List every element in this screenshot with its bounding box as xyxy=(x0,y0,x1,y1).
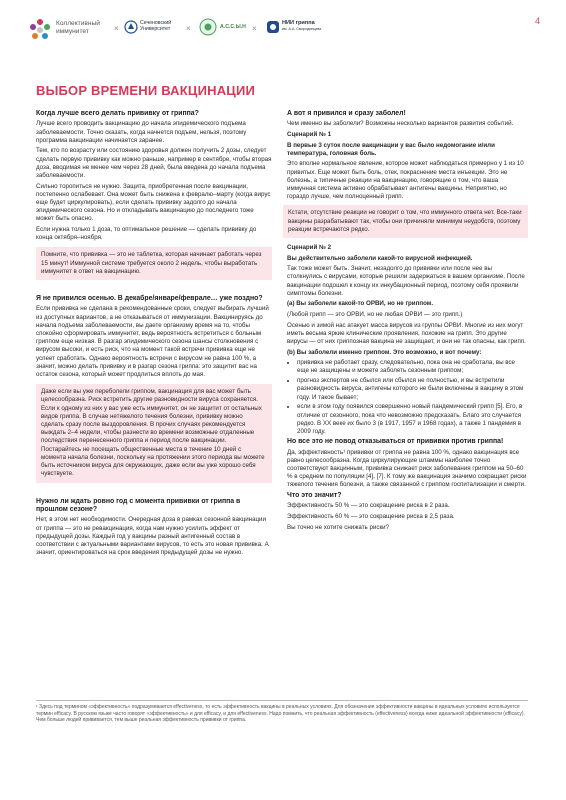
paragraph: Это вполне нормальное явление, которое может наблюдаться примерно у 1 из 10 привитых. Еще может быть боль, отек, покраснение места инъекции. Это не болезнь, а типичные реакции на вакцинацию, говорящие о том, что ваша иммунная система активно обрабатывает антигены вакцины. Неприятно, но гораздо лучше, чем полноценный грипп. xyxy=(287,160,524,201)
highlight-callout: Кстати, отсутствие реакции не говорит о том, что иммунного ответа нет. Все-таки вакцины разрабатывают так, чтобы они причиняли минимум неудобств, поэтому реакции встречаются редко. xyxy=(283,205,528,238)
section-heading: Но все это не повод отказываться от прививки против гриппа! xyxy=(287,438,504,446)
page-title: ВЫБОР ВРЕМЕНИ ВАКЦИНАЦИИ xyxy=(36,83,256,98)
subcase-heading: (b) Вы заболели именно гриппом. Это возможно, и вот почему: xyxy=(287,348,482,356)
section-heading: А вот я привился и сразу заболел! xyxy=(287,110,406,117)
paragraph: Тем, кто по возрасту или состоянию здоровья должен получить 2 дозы, следует сделать первую прививку как можно раньше, например в сентябре, чтобы вторая доза, вводимая не менее чем через 28 дней, была введена до начала подъема заболеваемости. xyxy=(36,147,272,180)
left-column xyxy=(36,110,272,560)
list-item: • прогноз экспертов не сбылся или сбылся не полностью, и вы встретили разновидность вируса, антигены которого не были включены в вакцину в этом году. И такое бывает; xyxy=(297,377,528,402)
paragraph: Эффективность 50 % — это сокращение риска в 2 раза. xyxy=(287,502,450,510)
paragraph: Так тоже может быть. Значит, незадолго до прививки или после нее вы столкнулись с вирусами, которые решили задержаться в вашем организме. После вакцинации подошел к концу их инкубационный период, поэтому себя проявили симптомы болезни. xyxy=(287,265,525,297)
section-heading: Нужно ли ждать ровно год с момента прививки от гриппа в прошлом сезоне? xyxy=(36,497,241,513)
collective-immunity-logo-icon xyxy=(28,18,52,42)
right-column xyxy=(287,110,528,534)
highlight-callout: Даже если вы уже переболели гриппом, вакцинация для вас может быть целесообразна. Риск встретить другие разновидности вируса сохраняется. Если к одному из них у вас уже есть иммунитет, он не защитит от остальных видов гриппа. В случае нетяжелого течения болезни, прививку можно сделать сразу после выздоровления. В прочих случаях рекомендуется выждать 2–4 недели, чтобы разнести во времени возможные отдаленные последствия перенесенного гриппа и период после вакцинации. Постарайтесь не посещать общественные места в течение 10 дней с момента начала болезни, поскольку на протяжении этого периода вы можете быть источником вируса для окружающих, даже если вы уже хорошо себя чувствуете. xyxy=(36,384,272,482)
paragraph: Эффективность 60 % — это сокращение риска в 2,5 раза. xyxy=(287,513,455,521)
list-item: • если в этом году появился совершенно новый пандемический грипп [5]. Его, в отличие от сезонного, пока что невозможно предсказать. Благо это случается редко. В XX веке их было 3 (в 1917, 1957 и 1968 годах), а также 1 пандемия в 2009 году. xyxy=(297,403,528,436)
partner-influenza-institute: НИИ гриппа им. А.А. Смородинцева xyxy=(282,20,322,31)
paragraph: Нет, в этом нет необходимости. Очередная доза в рамках сезонной вакцинации от гриппа — это не ревакцинация, когда нам нужно усилить эффект от предыдущей дозы. Каждый год у вакцины разный антигенный состав в соответствии с актуальными вариантами вирусов, то есть это новая прививка. А значит, ориентироваться на срок введения предыдущей дозы не нужно. xyxy=(36,516,269,557)
highlight-callout: Помните, что прививка — это не таблетка, которая начинает работать через 15 минут! Иммунной системе требуется около 2 недель, чтобы выработать иммунитет в ответ на вакцинацию. xyxy=(36,247,272,280)
paragraph: Лучше всего проводить вакцинацию до начала эпидемического подъема заболеваемости. Точно сказать, когда начнется подъем, нельзя, поэтому программа вакцинации начинается заранее. xyxy=(36,120,247,144)
influenza-institute-emblem-icon xyxy=(266,20,280,34)
separator: × xyxy=(252,24,257,33)
scenario-description: В первые 3 суток после вакцинации у вас было недомогание и/или температура, головная боль. xyxy=(287,141,495,157)
separator: × xyxy=(186,24,191,33)
section-heading: Что это значит? xyxy=(287,492,342,500)
page-header xyxy=(24,8,544,52)
sechenov-emblem-icon xyxy=(124,20,138,34)
assyn-emblem-icon xyxy=(198,17,218,37)
subcase-heading: (а) Вы заболели какой-то ОРВИ, но не гриппом. xyxy=(287,300,434,308)
reasons-list xyxy=(287,359,528,436)
paragraph: Осенью и зимой нас атакует масса вирусов из группы ОРВИ. Многие из них могут иметь весьма яркие клинические проявления, похожие на грипп. Это другие вирусы — от них гриппозная вакцина не защищает, и они не так опасны, как грипп. xyxy=(287,321,526,345)
partner-assyn: А.С.С.Ы.Н xyxy=(220,24,246,30)
scenario-label: Сценарий № 1 xyxy=(287,131,332,138)
paragraph: Вы точно не хотите снижать риски? xyxy=(287,523,390,531)
page-number: 4 xyxy=(534,16,540,26)
separator: × xyxy=(114,24,119,33)
partner-sechenov: Сеченовский Университет xyxy=(140,20,172,32)
list-item: • прививка не работает сразу, следовательно, пока она не сработала, вы все еще не защищены и можете заболеть сезонным гриппом; xyxy=(297,359,528,375)
paragraph: Если прививка не сделана в рекомендованные сроки, следует выбирать лучший из доступных вариантов, а не отказываться от иммунизации. Вакцинируясь до начала подъема заболеваемости, вы даете организму время на то, чтобы спокойно сформировать иммунитет, ведь вероятность встретиться с больным гриппом еще низкая. В разгар эпидемического сезона шансы столкновения с вирусом высоки, и есть риск, что на момент такой встречи прививка еще не успеет сработать. Однако вероятность встречи с вирусом не равна 100 %, а значит, можно делать прививку и в разгар сезона гриппа: это защитит вас на остаток сезона, который может продлиться вплоть до мая. xyxy=(36,305,269,379)
footnote-divider xyxy=(36,700,528,701)
paragraph: Чем именно вы заболели? Возможны несколько вариантов развития событий. xyxy=(287,120,514,128)
paragraph: (Любой грипп — это ОРВИ, но не любая ОРВИ — это грипп.) xyxy=(287,311,463,318)
scenario-label: Сценарий № 2 xyxy=(287,244,332,252)
paragraph: Если нужна только 1 доза, то оптимальное решение — сделать прививку до конца октября–ноября. xyxy=(36,226,257,242)
section-heading: Я не привился осенью. В декабре/январе/феврале… уже поздно? xyxy=(36,295,263,303)
scenario-description: Вы действительно заболели какой-то вирусной инфекцией. xyxy=(287,254,473,262)
footnote: ¹ Здесь под термином «эффективность» подразумевается effectiveness, то есть эффективность вакцины в реальных условиях. Для обозначения эффективности вакцины в идеальных условиях используется термин efficacy. В русском языке часто говорят «эффективность» и для efficacy, и для effectiveness. Надо помнить, что реальная эффективность (effectiveness) всегда ниже идеальной эффективности (efficacy). Чем больше людей прививается, тем выше реальная эффективность прививки от гриппа. xyxy=(36,704,525,723)
paragraph: Да, эффективность¹ прививки от гриппа не равна 100 %, однако вакцинация все равно целесообразна. Когда циркулирующие штаммы наиболее точно соответствуют вакцинным, прививка снижает риск заболевания гриппом на 50–60 % в среднем по популяции [4], [7]. К тому же вакцинация значимо сокращает риски тяжелого течения болезни, а также связанной с гриппом госпитализации и смерти. xyxy=(287,448,527,489)
section-heading: Когда лучше всего делать прививку от гриппа? xyxy=(36,110,199,117)
logo-text: Коллективный иммунитет xyxy=(56,20,100,35)
paragraph: Сильно торопиться не нужно. Защита, приобретенная после вакцинации, постепенно ослабевает. Она может быть снижена к февралю–марту (когда вирус еще будет циркулировать), если сделать прививку задолго до начала эпидемического сезона. Но и откладывать вакцинацию до последнего тоже может быть опасно. xyxy=(36,182,271,223)
